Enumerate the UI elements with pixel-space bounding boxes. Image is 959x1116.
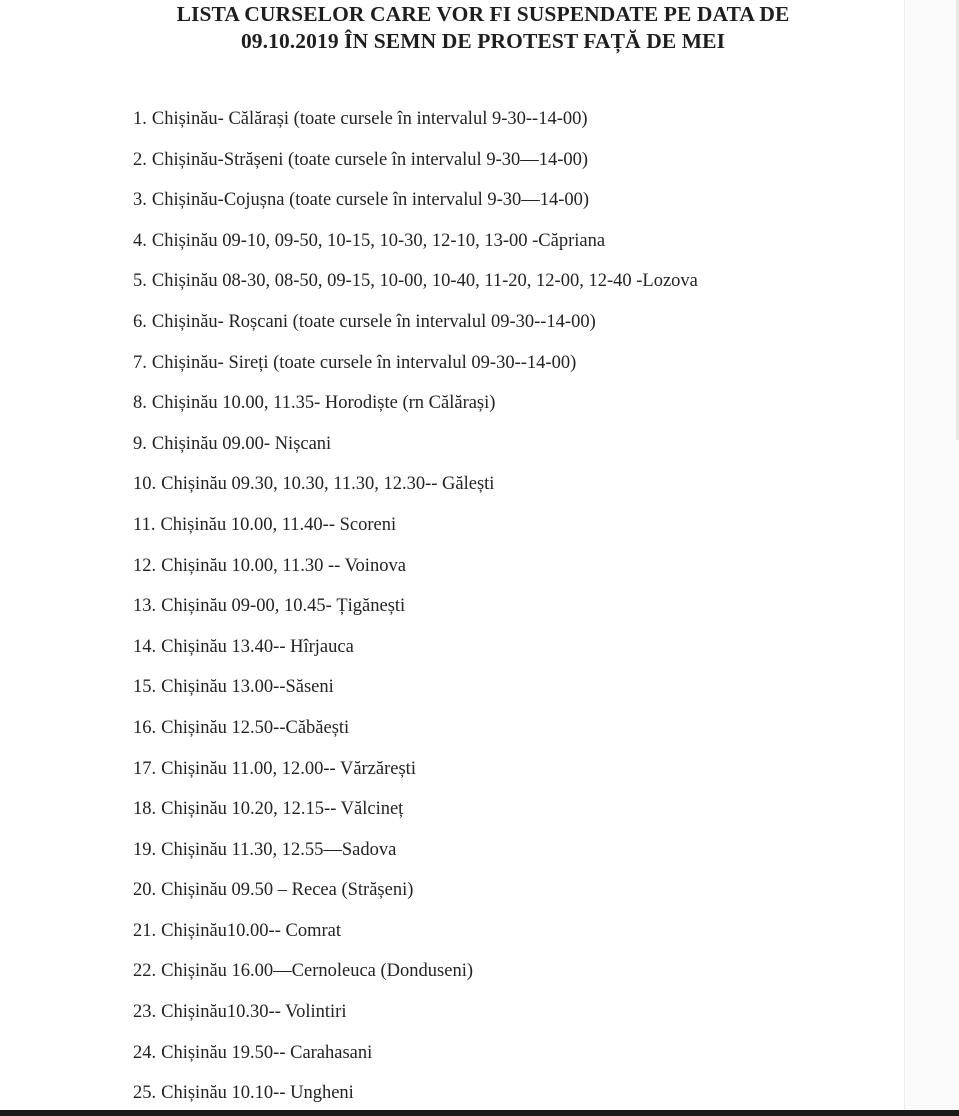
list-item-text: Chișinău-Cojușna (toate cursele în intervalul 9-30—14-00) [151,190,590,211]
suspended-routes-list [133,105,698,1116]
list-item-text: Chișinău- Sireți (toate cursele în intervalul 09-30--14-00) [151,352,577,373]
list-item-text: Chișinău 10.00, 11.35- Horodiște (rn Călărași) [151,393,496,414]
list-item-text: Chișinău 10.00, 11.30 -- Voinova [161,555,406,576]
list-item-text: Chișinău 10.20, 12.15-- Vălcineț [161,799,404,820]
title-line-1: LISTA CURSELOR CARE VOR FI SUSPENDATE PE DATA DE [176,2,790,26]
list-item [133,673,698,714]
list-item [133,105,698,146]
list-item [133,876,698,917]
list-item [133,592,698,633]
list-item-number: 21. [133,920,157,941]
list-item-number: 22. [133,961,157,982]
list-item-text: Chișinău 09.30, 10.30, 11.30, 12.30-- Gălești [161,474,495,495]
list-item-text: Chișinău 09-10, 09-50, 10-15, 10-30, 12-10, 13-00 -Căpriana [151,230,606,251]
list-item-text: Chișinău 09-00, 10.45- Țigănești [161,596,406,617]
list-item-number: 10. [133,474,157,495]
list-item-text: Chișinău 08-30, 08-50, 09-15, 10-00, 10-40, 11-20, 12-00, 12-40 -Lozova [151,271,698,292]
list-item [133,836,698,877]
list-item-number: 19. [133,839,157,860]
list-item [133,633,698,674]
list-item [133,308,698,349]
list-item-number: 3. [133,190,147,211]
list-item-number: 25. [133,1083,157,1104]
list-item-text: Chișinău 10.10-- Ungheni [161,1083,354,1104]
list-item-number: 13. [133,596,157,617]
list-item-number: 4. [133,230,147,251]
list-item [133,349,698,390]
list-item [133,470,698,511]
bottom-border [0,1110,959,1116]
title-line-2: 09.10.2019 ÎN SEMN DE PROTEST FAȚĂ DE MEI [240,29,726,53]
list-item-number: 11. [133,514,156,535]
list-item-text: Chișinău- Călărași (toate cursele în intervalul 9-30--14-00) [151,109,588,129]
list-item-text: Chișinău 13.00--Săseni [161,677,334,698]
list-item [133,1039,698,1080]
list-item-text: Chișinău 19.50-- Carahasani [161,1042,373,1063]
list-item-number: 20. [133,880,157,901]
list-item [133,755,698,796]
list-item-text: Chișinău10.00-- Comrat [161,920,341,941]
list-item-number: 17. [133,758,157,779]
list-item-number: 6. [133,311,147,332]
list-item-text: Chișinău 13.40-- Hîrjauca [161,636,354,657]
list-item-text: Chișinău 11.30, 12.55—Sadova [161,839,397,860]
list-item-number: 15. [133,677,157,698]
list-item-number: 14. [133,636,157,657]
list-item-text: Chișinău 09.00- Nișcani [151,433,332,454]
list-item [133,146,698,187]
list-item [133,186,698,227]
list-item [133,957,698,998]
list-item-text: Chișinău- Roșcani (toate cursele în intervalul 09-30--14-00) [151,311,596,332]
list-item [133,267,698,308]
list-item-text: Chișinău 11.00, 12.00-- Vărzărești [161,758,416,779]
list-item-number: 18. [133,799,157,820]
list-item-number: 24. [133,1042,157,1063]
list-item-number: 23. [133,1002,157,1023]
list-item [133,795,698,836]
list-item-number: 12. [133,555,157,576]
list-item-number: 2. [133,149,147,170]
list-item [133,389,698,430]
list-item-number: 9. [133,433,147,454]
document-title [0,1,959,55]
list-item-number: 7. [133,352,147,373]
list-item [133,227,698,268]
list-item-text: Chișinău10.30-- Volintiri [161,1002,347,1023]
side-margin [904,0,959,1110]
list-item-text: Chișinău 16.00—Cernoleuca (Donduseni) [161,961,473,982]
list-item-text: Chișinău-Strășeni (toate cursele în intervalul 9-30—14-00) [151,149,589,170]
list-item [133,998,698,1039]
list-item-text: Chișinău 09.50 – Recea (Strășeni) [161,880,414,901]
list-item-number: 5. [133,271,147,292]
list-item-number: 1. [133,109,147,129]
list-item-text: Chișinău 12.50--Căbăești [161,717,350,738]
list-item [133,552,698,593]
list-item [133,917,698,958]
list-item [133,430,698,471]
list-item [133,714,698,755]
list-item [133,511,698,552]
list-item-number: 16. [133,717,157,738]
list-item-text: Chișinău 10.00, 11.40-- Scoreni [160,514,397,535]
list-item-number: 8. [133,393,147,414]
